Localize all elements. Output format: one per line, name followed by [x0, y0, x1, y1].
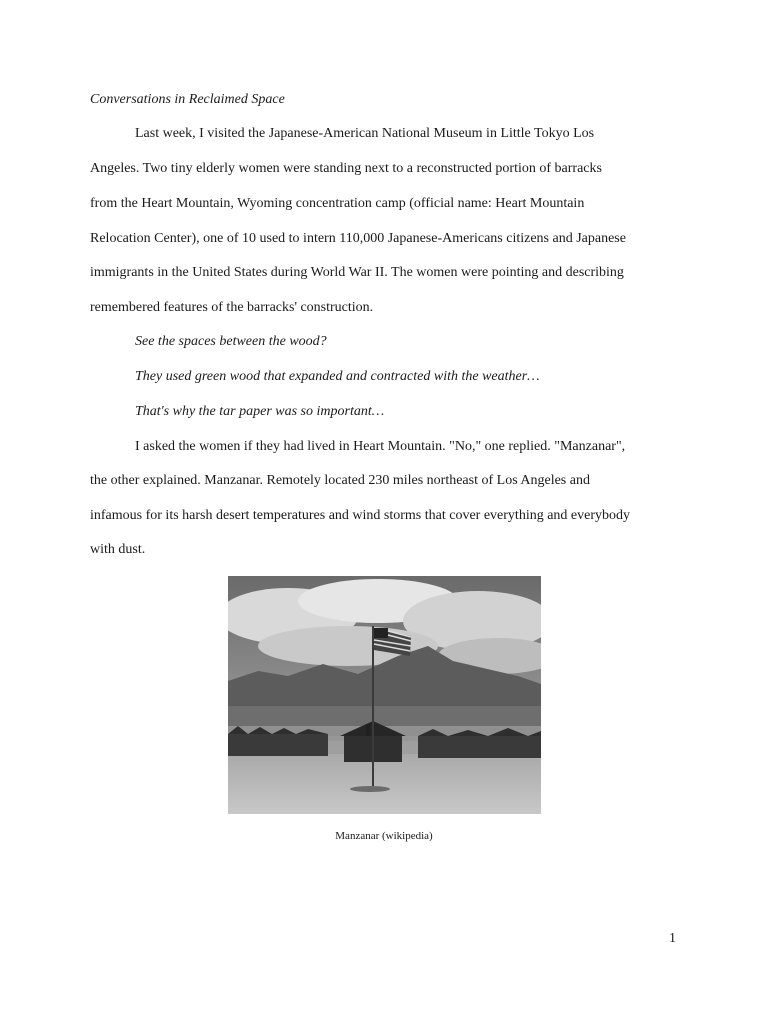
- paragraph-line: Angeles. Two tiny elderly women were standing next to a reconstructed portion of barracks: [90, 161, 602, 176]
- paragraph-line: from the Heart Mountain, Wyoming concentration camp (official name: Heart Mountain: [90, 196, 585, 211]
- quote-line: They used green wood that expanded and contracted with the weather…: [135, 369, 540, 384]
- paragraph-line: with dust.: [90, 542, 146, 557]
- quote-line: See the spaces between the wood?: [135, 334, 327, 349]
- paragraph-line: Last week, I visited the Japanese-American National Museum in Little Tokyo Los: [135, 126, 595, 141]
- page-number: 1: [669, 931, 676, 946]
- manzanar-photo: [228, 576, 541, 814]
- paragraph-line: I asked the women if they had lived in Heart Mountain. "No," one replied. "Manzanar",: [135, 439, 626, 454]
- paragraph-line: infamous for its harsh desert temperatures and wind storms that cover everything and everybody: [90, 508, 631, 523]
- paragraph-line: immigrants in the United States during World War II. The women were pointing and describing: [90, 265, 624, 280]
- paragraph-line: remembered features of the barracks' construction.: [90, 300, 374, 315]
- document-title: Conversations in Reclaimed Space: [90, 92, 285, 107]
- quote-line: That's why the tar paper was so important…: [135, 404, 385, 419]
- paragraph-line: Relocation Center), one of 10 used to intern 110,000 Japanese-Americans citizens and Japanese: [90, 231, 626, 246]
- paragraph-line: the other explained. Manzanar. Remotely located 230 miles northeast of Los Angeles and: [90, 473, 590, 488]
- figure-caption: Manzanar (wikipedia): [335, 830, 433, 842]
